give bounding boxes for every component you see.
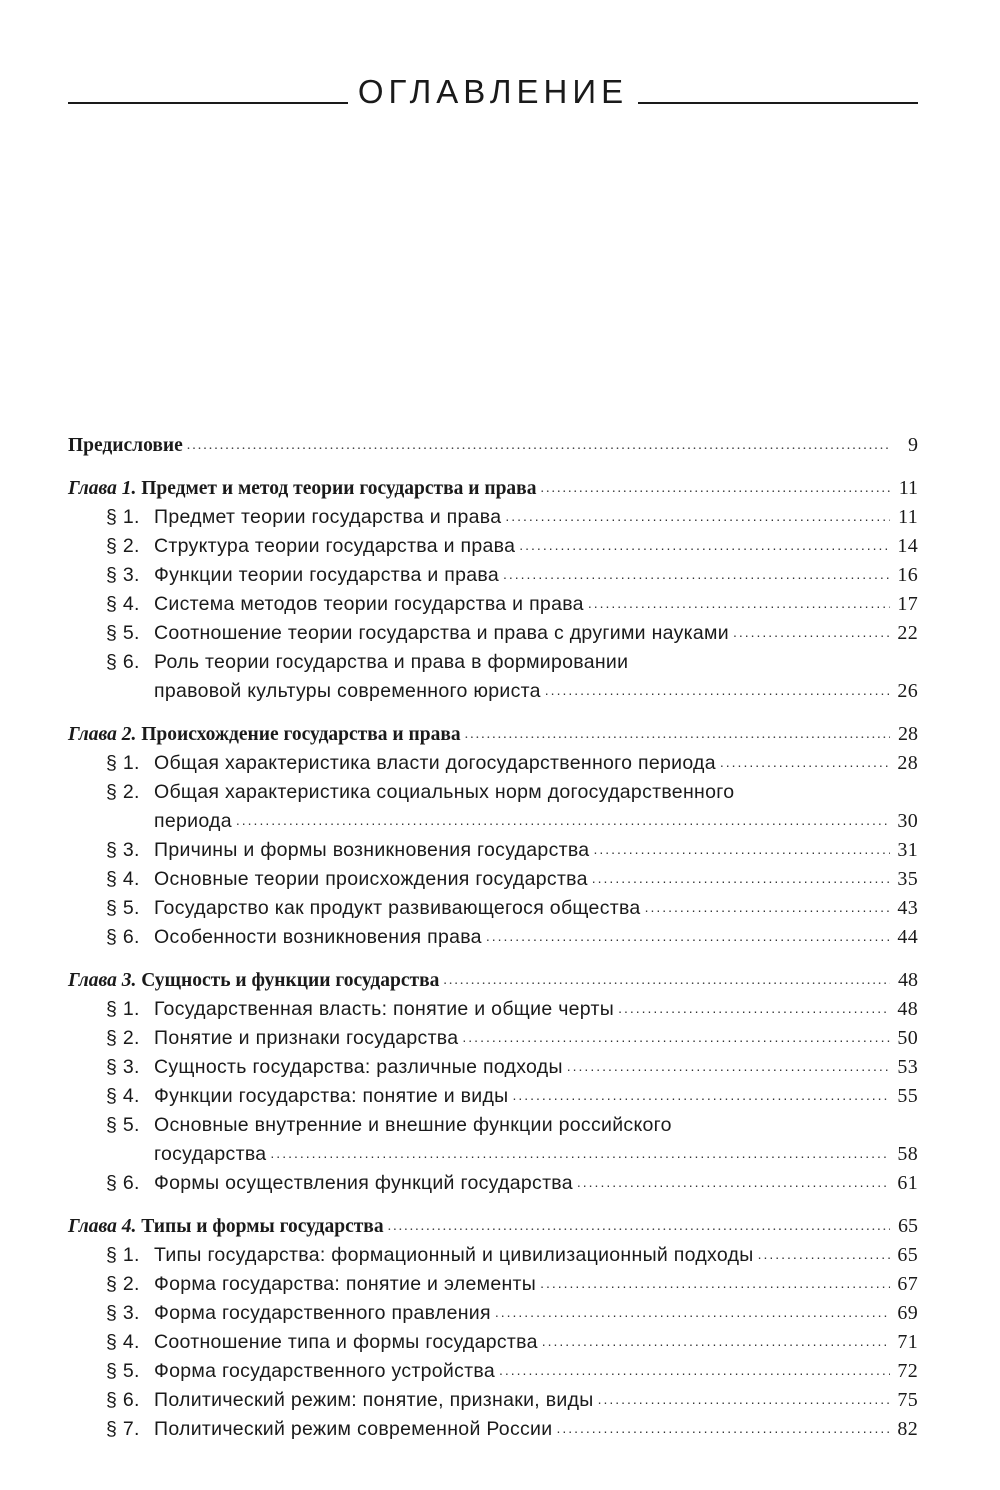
section-number: § 2.	[106, 1027, 140, 1049]
section-number: § 1.	[106, 752, 140, 774]
toc-section-continuation[interactable]	[68, 680, 918, 709]
toc-page-number: 48	[897, 998, 918, 1020]
toc-page-number: 65	[897, 1244, 918, 1266]
toc-section-continuation[interactable]	[68, 810, 918, 839]
dot-leader	[556, 1420, 890, 1436]
dot-leader	[592, 870, 890, 886]
section-title: Общая характеристика социальных норм догосударственного	[154, 781, 735, 803]
section-title: Причины и формы возникновения государства	[154, 839, 590, 861]
toc-section[interactable]	[68, 1331, 918, 1360]
dot-leader	[720, 754, 890, 770]
toc-page-number: 75	[897, 1389, 918, 1411]
section-title: Предмет теории государства и права	[154, 506, 502, 528]
dot-leader	[618, 1000, 890, 1016]
section-number: § 6.	[106, 651, 140, 673]
section-title: Формы осуществления функций государства	[154, 1172, 573, 1194]
dot-leader	[495, 1304, 890, 1320]
dot-leader	[503, 566, 890, 582]
section-title: Форма государственного правления	[154, 1302, 491, 1324]
section-number: § 3.	[106, 839, 140, 861]
toc-section[interactable]	[68, 535, 918, 564]
toc-page-number: 30	[897, 810, 918, 832]
toc-page-number: 55	[897, 1085, 918, 1107]
section-number: § 1.	[106, 998, 140, 1020]
page-header	[68, 72, 918, 112]
dot-leader	[270, 1145, 890, 1161]
toc-page-number: 11	[898, 506, 918, 528]
toc-page-number: 71	[897, 1331, 918, 1353]
dot-leader	[486, 928, 890, 944]
toc-section[interactable]	[68, 781, 918, 810]
toc-section[interactable]	[68, 1244, 918, 1273]
dot-leader	[465, 727, 890, 743]
dot-leader	[499, 1362, 890, 1378]
section-number: § 6.	[106, 1389, 140, 1411]
toc-entry-title: Предисловие	[68, 435, 183, 456]
toc-chapter-2[interactable]	[68, 723, 918, 752]
dot-leader	[733, 624, 890, 640]
section-number: § 2.	[106, 535, 140, 557]
toc-section[interactable]	[68, 752, 918, 781]
toc-section[interactable]	[68, 622, 918, 651]
section-number: § 5.	[106, 1360, 140, 1382]
section-number: § 1.	[106, 506, 140, 528]
dot-leader	[443, 973, 890, 989]
dot-leader	[519, 537, 890, 553]
section-title: Соотношение типа и формы государства	[154, 1331, 538, 1353]
toc-section[interactable]	[68, 1360, 918, 1389]
section-number: § 1.	[106, 1244, 140, 1266]
section-number: § 4.	[106, 1085, 140, 1107]
toc-page-number: 28	[898, 723, 918, 745]
toc-section[interactable]	[68, 1085, 918, 1114]
dot-leader	[645, 899, 890, 915]
toc-section[interactable]	[68, 1302, 918, 1331]
toc-page-number: 35	[897, 868, 918, 890]
chapter-title: Предмет и метод теории государства и права	[141, 478, 537, 499]
section-title: Функции государства: понятие и виды	[154, 1085, 509, 1107]
header-rule-right	[638, 102, 918, 104]
toc-section[interactable]	[68, 593, 918, 622]
toc-section[interactable]	[68, 1172, 918, 1201]
section-title: Политический режим современной России	[154, 1418, 553, 1440]
toc-page-number: 53	[897, 1056, 918, 1078]
section-number: § 2.	[106, 1273, 140, 1295]
toc-page-number: 9	[908, 434, 918, 456]
section-number: § 6.	[106, 926, 140, 948]
dot-leader	[598, 1391, 890, 1407]
toc-section[interactable]	[68, 868, 918, 897]
table-of-contents	[68, 434, 918, 1447]
toc-page-number: 26	[897, 680, 918, 702]
dot-leader	[236, 812, 890, 828]
toc-section[interactable]	[68, 897, 918, 926]
toc-page-number: 65	[898, 1215, 918, 1237]
section-title: Сущность государства: различные подходы	[154, 1056, 563, 1078]
chapter-prefix: Глава 1.	[68, 478, 137, 499]
section-number: § 5.	[106, 622, 140, 644]
toc-section[interactable]	[68, 564, 918, 593]
section-number: § 3.	[106, 1302, 140, 1324]
toc-chapter-3[interactable]	[68, 969, 918, 998]
section-title: Основные внутренние и внешние функции российского	[154, 1114, 672, 1136]
toc-section[interactable]	[68, 1273, 918, 1302]
toc-page-number: 50	[897, 1027, 918, 1049]
header-rule-left	[68, 102, 348, 104]
chapter-prefix: Глава 4.	[68, 1216, 137, 1237]
toc-entry-preface[interactable]	[68, 434, 918, 463]
dot-leader	[512, 1087, 890, 1103]
section-title: правовой культуры современного юриста	[154, 680, 541, 702]
toc-chapter-1[interactable]	[68, 477, 918, 506]
section-number: § 3.	[106, 564, 140, 586]
section-title: периода	[154, 810, 232, 832]
chapter-title: Сущность и функции государства	[141, 970, 440, 991]
section-title: Система методов теории государства и права	[154, 593, 584, 615]
dot-leader	[567, 1058, 890, 1074]
dot-leader	[577, 1174, 890, 1190]
toc-section[interactable]	[68, 1389, 918, 1418]
chapter-title: Типы и формы государства	[141, 1216, 384, 1237]
section-number: § 7.	[106, 1418, 140, 1440]
dot-leader	[588, 595, 890, 611]
section-title: Государство как продукт развивающегося общества	[154, 897, 641, 919]
dot-leader	[542, 1333, 890, 1349]
toc-page-number: 14	[897, 535, 918, 557]
toc-section[interactable]	[68, 1418, 918, 1447]
toc-section[interactable]	[68, 839, 918, 868]
toc-section[interactable]	[68, 506, 918, 535]
dot-leader	[505, 508, 890, 524]
toc-chapters	[68, 463, 918, 1447]
dot-leader	[593, 841, 890, 857]
toc-section-continuation[interactable]	[68, 1143, 918, 1172]
section-title: Политический режим: понятие, признаки, виды	[154, 1389, 594, 1411]
toc-page-number: 72	[897, 1360, 918, 1382]
section-title: Общая характеристика власти догосударственного периода	[154, 752, 716, 774]
section-number: § 4.	[106, 1331, 140, 1353]
chapter-title: Происхождение государства и права	[141, 724, 461, 745]
toc-section[interactable]	[68, 1027, 918, 1056]
toc-page-number: 28	[897, 752, 918, 774]
toc-page-number: 43	[897, 897, 918, 919]
toc-section[interactable]	[68, 926, 918, 955]
toc-section[interactable]	[68, 1114, 918, 1143]
toc-section[interactable]	[68, 651, 918, 680]
section-number: § 5.	[106, 897, 140, 919]
toc-page-number: 11	[898, 477, 918, 499]
section-number: § 2.	[106, 781, 140, 803]
section-title: Особенности возникновения права	[154, 926, 482, 948]
dot-leader	[545, 682, 890, 698]
toc-page-number: 58	[897, 1143, 918, 1165]
toc-page-number: 17	[897, 593, 918, 615]
toc-page-number: 31	[897, 839, 918, 861]
page-title: ОГЛАВЛЕНИЕ	[357, 73, 629, 110]
dot-leader	[187, 438, 890, 454]
dot-leader	[758, 1246, 890, 1262]
section-number: § 5.	[106, 1114, 140, 1136]
chapter-prefix: Глава 3.	[68, 970, 137, 991]
dot-leader	[540, 1275, 890, 1291]
section-title: Форма государства: понятие и элементы	[154, 1273, 537, 1295]
toc-section[interactable]	[68, 1056, 918, 1085]
section-title: Роль теории государства и права в формировании	[154, 651, 629, 673]
section-number: § 3.	[106, 1056, 140, 1078]
toc-chapter-4[interactable]	[68, 1215, 918, 1244]
section-number: § 4.	[106, 868, 140, 890]
section-number: § 4.	[106, 593, 140, 615]
section-title: Соотношение теории государства и права с другими науками	[154, 622, 729, 644]
section-title: Структура теории государства и права	[154, 535, 516, 557]
chapter-prefix: Глава 2.	[68, 724, 137, 745]
section-title: Понятие и признаки государства	[154, 1027, 459, 1049]
toc-page-number: 48	[898, 969, 918, 991]
toc-page-number: 16	[897, 564, 918, 586]
toc-page-number: 44	[897, 926, 918, 948]
toc-page-number: 67	[897, 1273, 918, 1295]
section-title: Форма государственного устройства	[154, 1360, 495, 1382]
section-title: государства	[154, 1143, 267, 1165]
section-title: Основные теории происхождения государства	[154, 868, 588, 890]
section-number: § 6.	[106, 1172, 140, 1194]
toc-page-number: 22	[897, 622, 918, 644]
section-title: Типы государства: формационный и цивилизационный подходы	[154, 1244, 754, 1266]
section-title: Государственная власть: понятие и общие черты	[154, 998, 615, 1020]
dot-leader	[540, 481, 890, 497]
section-title: Функции теории государства и права	[154, 564, 499, 586]
dot-leader	[388, 1219, 890, 1235]
dot-leader	[462, 1029, 890, 1045]
toc-page-number: 69	[897, 1302, 918, 1324]
toc-page-number: 82	[897, 1418, 918, 1440]
toc-page-number: 61	[897, 1172, 918, 1194]
toc-section[interactable]	[68, 998, 918, 1027]
